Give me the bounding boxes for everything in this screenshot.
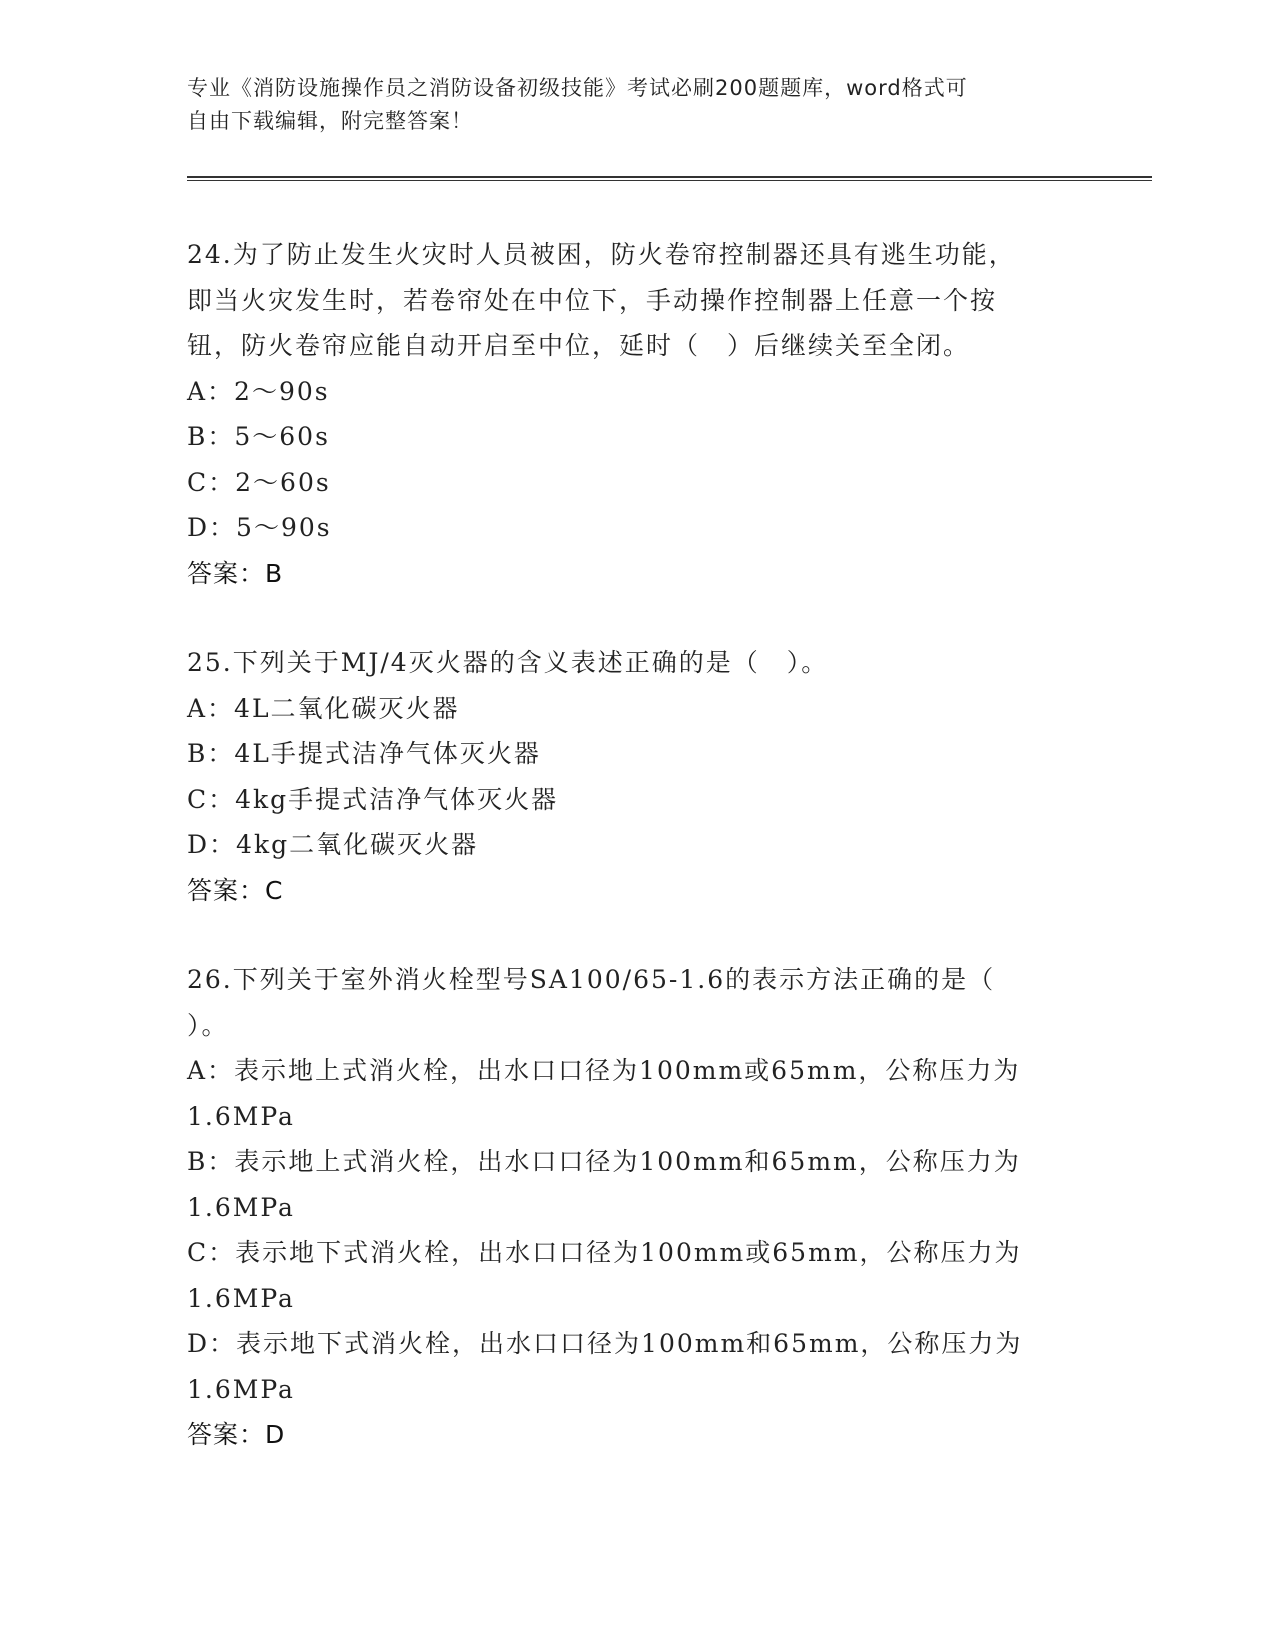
option-c: C：2～60s: [187, 467, 331, 497]
question-25: [187, 640, 1107, 913]
option-d: D：5～90s: [187, 513, 332, 542]
question-stem-line: 24.为了防止发生火灾时人员被困，防火卷帘控制器还具有逃生功能，: [187, 240, 1016, 269]
option-a: A：表示地上式消火栓，出水口口径为100mm或65mm，公称压力为: [187, 1056, 1021, 1085]
question-26: [187, 957, 1107, 1458]
header-line-2: 自由下载编辑，附完整答案！: [187, 109, 473, 133]
question-stem-line: 26.下列关于室外消火栓型号SA100/65-1.6的表示方法正确的是（: [187, 965, 996, 994]
answer-key: 答案：B: [187, 558, 284, 588]
header-line-1: 专业《消防设施操作员之消防设备初级技能》考试必刷200题题库，word格式可: [187, 76, 968, 100]
option-b: B：4L手提式洁净气体灭火器: [187, 739, 541, 768]
option-c: C：表示地下式消火栓，出水口口径为100mm或65mm，公称压力为: [187, 1238, 1022, 1267]
header-divider: [187, 176, 1152, 181]
question-stem-line: ）。: [187, 1010, 229, 1040]
option-a: A：2～90s: [187, 376, 330, 406]
option-d: D：4kg二氧化碳灭火器: [187, 830, 479, 859]
option-d: D：表示地下式消火栓，出水口口径为100mm和65mm，公称压力为: [187, 1329, 1023, 1358]
option-b: B：表示地上式消火栓，出水口口径为100mm和65mm，公称压力为: [187, 1147, 1021, 1176]
question-stem-line: 钮，防火卷帘应能自动开启至中位，延时（ ）后继续关至全闭。: [187, 331, 971, 360]
question-list: [187, 232, 1107, 1458]
option-a-continued: 1.6MPa: [187, 1101, 295, 1131]
option-d-continued: 1.6MPa: [187, 1374, 295, 1404]
question-stem-line: 即当火灾发生时，若卷帘处在中位下，手动操作控制器上任意一个按: [187, 285, 998, 315]
option-c-continued: 1.6MPa: [187, 1283, 295, 1313]
question-stem-line: 25.下列关于MJ/4灭火器的含义表述正确的是（ ）。: [187, 648, 829, 677]
question-24: [187, 232, 1107, 596]
answer-key: 答案：D: [187, 1420, 286, 1449]
document-header: [187, 72, 1087, 138]
answer-key: 答案：C: [187, 875, 284, 905]
option-c: C：4kg手提式洁净气体灭火器: [187, 784, 559, 814]
option-a: A：4L二氧化碳灭火器: [187, 693, 460, 723]
option-b-continued: 1.6MPa: [187, 1192, 295, 1222]
option-b: B：5～60s: [187, 422, 330, 451]
